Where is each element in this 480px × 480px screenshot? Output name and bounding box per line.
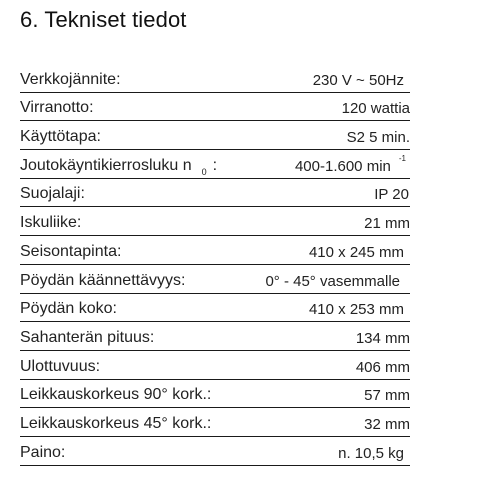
spec-label: Suojalaji: bbox=[20, 185, 85, 203]
spec-value: 32 mm bbox=[364, 415, 410, 433]
spec-label: Iskuliike: bbox=[20, 214, 82, 232]
spec-row-table-tilt bbox=[20, 265, 410, 294]
spec-row-duty bbox=[20, 121, 410, 150]
spec-label: Käyttötapa: bbox=[20, 128, 101, 146]
spec-row-blade-length bbox=[20, 322, 410, 351]
spec-label: Paino: bbox=[20, 443, 66, 461]
spec-value bbox=[294, 153, 406, 175]
section-title: 6. Tekniset tiedot bbox=[20, 7, 187, 32]
spec-label bbox=[20, 157, 217, 175]
spec-value: 0° - 45° vasemmalle bbox=[265, 272, 400, 290]
spec-value: S2 5 min. bbox=[346, 129, 410, 147]
spec-value: IP 20 bbox=[374, 186, 409, 204]
spec-value: 21 mm bbox=[364, 215, 410, 233]
spec-label-subscript: 0 bbox=[201, 166, 207, 177]
spec-label-main: Joutokäyntikierrosluku n bbox=[20, 156, 192, 174]
spec-row-stroke bbox=[20, 207, 410, 236]
spec-row-power bbox=[20, 93, 410, 122]
spec-value: 410 x 253 mm bbox=[308, 301, 404, 319]
spec-label: Virranotto: bbox=[20, 99, 94, 117]
spec-label: Seisontapinta: bbox=[20, 242, 122, 260]
spec-label: Leikkauskorkeus 45° kork.: bbox=[20, 414, 212, 432]
spec-value: 230 V ~ 50Hz bbox=[312, 71, 404, 89]
spec-label: Pöydän käännettävyys: bbox=[20, 271, 186, 289]
spec-label: Pöydän koko: bbox=[20, 300, 117, 318]
spec-row-table-size bbox=[20, 294, 410, 323]
spec-value-main: 400-1.600 min bbox=[294, 157, 391, 175]
spec-label-suffix: : bbox=[212, 156, 218, 174]
spec-row-cut-height-90 bbox=[20, 380, 410, 409]
spec-value-superscript: -1 bbox=[398, 153, 406, 163]
spec-row-voltage bbox=[20, 64, 410, 93]
spec-value: 406 mm bbox=[355, 358, 410, 376]
spec-value: 120 wattia bbox=[341, 100, 410, 118]
spec-value: 410 x 245 mm bbox=[308, 243, 404, 261]
spec-row-cut-height-45 bbox=[20, 408, 410, 437]
spec-value: 134 mm bbox=[355, 329, 410, 347]
spec-label: Leikkauskorkeus 90° kork.: bbox=[20, 386, 212, 404]
spec-label: Sahanterän pituus: bbox=[20, 328, 155, 346]
spec-value: 57 mm bbox=[364, 387, 410, 405]
spec-label: Ulottuvuus: bbox=[20, 357, 101, 375]
spec-row-idle-speed bbox=[20, 150, 410, 179]
spec-row-footprint bbox=[20, 236, 410, 265]
spec-value: n. 10,5 kg bbox=[338, 444, 404, 462]
spec-row-throat bbox=[20, 351, 410, 380]
spec-row-weight bbox=[20, 437, 410, 466]
spec-table bbox=[20, 64, 410, 466]
spec-row-protection bbox=[20, 179, 410, 208]
spec-label: Verkkojännite: bbox=[20, 70, 121, 88]
